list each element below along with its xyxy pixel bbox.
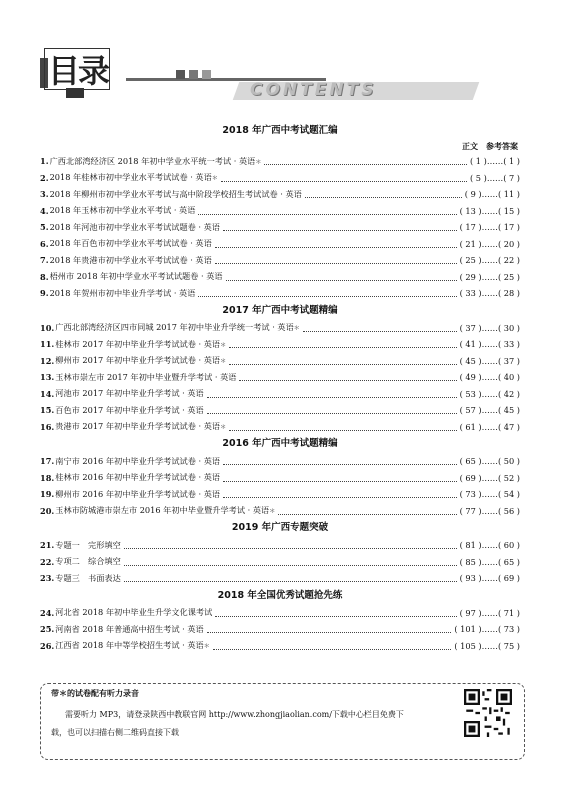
toc-entry[interactable] — [40, 236, 520, 253]
square-decoration — [176, 64, 215, 83]
dot-leader — [207, 390, 457, 398]
notice-line-1: 需要听力 MP3，请登录陕西中教联官网 http://www.zhongjiaolian.com/下载中心栏目免费下 — [65, 710, 404, 719]
entry-pages: ( 77 )……( 56 ) — [459, 505, 520, 516]
dot-leader — [215, 609, 456, 617]
audio-star-mark: ＊ — [255, 158, 262, 166]
dot-leader — [303, 324, 457, 332]
dot-leader — [229, 423, 456, 431]
entry-number: 12. — [40, 355, 55, 366]
dot-leader — [207, 406, 457, 414]
entry-title: 2018 年百色市初中学业水平考试试卷 · 英语 — [49, 238, 212, 249]
toc-entry[interactable] — [40, 570, 520, 587]
entry-title: 柳州市 2017 年初中毕业升学考试试卷 · 英语 — [55, 355, 221, 366]
notice-line-2: 载，也可以扫描右侧二维码直接下载 — [51, 728, 179, 737]
entry-number: 15. — [40, 405, 55, 416]
entry-pages: ( 9 )……( 11 ) — [464, 189, 520, 200]
entry-title: 广西北部湾经济区 2018 年初中学业水平统一考试 · 英语 — [49, 155, 256, 166]
entry-number: 23. — [40, 573, 55, 584]
audio-star-mark: ＊ — [211, 175, 218, 183]
dot-leader — [198, 207, 456, 215]
entry-number: 5. — [40, 222, 49, 233]
toc-entry[interactable] — [40, 203, 520, 220]
entry-title: 江西省 2018 年中等学校招生考试 · 英语 — [55, 640, 204, 651]
audio-star-mark: ＊ — [220, 341, 227, 349]
entry-number: 9. — [40, 288, 49, 299]
entry-pages: ( 1 )……( 1 ) — [470, 156, 520, 167]
entry-title: 玉林市崇左市 2017 年初中毕业暨升学考试 · 英语 — [55, 371, 237, 382]
entry-title: 贵港市 2017 年初中毕业升学考试试卷 · 英语 — [55, 421, 221, 432]
entry-title: 百色市 2017 年初中毕业升学考试 · 英语 — [55, 404, 204, 415]
section-title: 2019 年广西专题突破 — [231, 522, 329, 533]
toc-entry[interactable] — [40, 336, 520, 353]
entry-number: 4. — [40, 205, 49, 216]
entry-title: 桂林市 2016 年初中毕业升学考试试卷 · 英语 — [55, 472, 221, 483]
entry-number: 26. — [40, 640, 55, 651]
dot-leader — [215, 256, 457, 264]
entry-title: 2018 年桂林市初中学业水平考试试卷 · 英语 — [49, 172, 212, 183]
entry-number: 24. — [40, 607, 55, 618]
entry-pages: ( 21 )……( 20 ) — [459, 238, 520, 249]
entry-number: 22. — [40, 556, 55, 567]
dot-leader — [223, 223, 457, 231]
entry-pages: ( 41 )……( 33 ) — [459, 339, 520, 350]
qr-code-icon[interactable] — [464, 689, 512, 737]
entry-number: 7. — [40, 255, 49, 266]
entry-number: 21. — [40, 540, 55, 551]
toc-entry[interactable] — [40, 170, 520, 187]
entry-title: 2018 年贺州市初中毕业升学考试 · 英语 — [49, 287, 196, 298]
toc-entry[interactable] — [40, 605, 520, 622]
entry-title: 南宁市 2016 年初中毕业升学考试试卷 · 英语 — [55, 455, 221, 466]
entry-pages: ( 101 )……( 73 ) — [454, 624, 520, 635]
entry-pages: ( 5 )……( 7 ) — [470, 172, 520, 183]
entry-title: 河北省 2018 年初中毕业生升学文化课考试 — [55, 607, 213, 618]
toc-entry[interactable] — [40, 252, 520, 269]
dot-leader — [207, 625, 452, 633]
notice-body — [51, 706, 451, 742]
section-title: 2018 年广西中考试题汇编 — [222, 125, 338, 136]
entry-number: 1. — [40, 156, 49, 167]
entry-title: 2018 年贵港市初中学业水平考试试卷 · 英语 — [49, 254, 212, 265]
dot-leader — [213, 642, 452, 650]
entry-pages: ( 97 )……( 71 ) — [459, 607, 520, 618]
entry-title: 梧州市 2018 年初中学业水平考试试题卷 · 英语 — [49, 271, 223, 282]
mulu-logo — [40, 44, 112, 96]
entry-number: 3. — [40, 189, 49, 200]
entry-pages: ( 93 )……( 69 ) — [459, 573, 520, 584]
entry-number: 19. — [40, 489, 55, 500]
toc-entry[interactable] — [40, 153, 520, 170]
section-title: 2017 年广西中考试题精编 — [222, 304, 338, 316]
dot-leader — [215, 240, 457, 248]
entry-number: 14. — [40, 388, 55, 399]
toc-entry[interactable] — [40, 638, 520, 655]
column-header: 正文 参考答案 — [462, 142, 518, 151]
toc-entry[interactable] — [40, 269, 520, 286]
entry-pages: ( 53 )……( 42 ) — [459, 388, 520, 399]
dot-leader — [223, 474, 456, 482]
dot-leader — [305, 190, 462, 198]
entry-pages: ( 73 )……( 54 ) — [459, 489, 520, 500]
section-title: 2016 年广西中考试题精编 — [222, 438, 338, 449]
audio-star-mark: ＊ — [203, 643, 210, 651]
toc-entry[interactable] — [40, 320, 520, 337]
dot-leader — [226, 273, 457, 281]
entry-number: 25. — [40, 624, 55, 635]
toc-entry[interactable] — [40, 219, 520, 236]
entry-title: 2018 年玉林市初中学业水平考试 · 英语 — [49, 205, 196, 216]
toc-entry[interactable] — [40, 419, 520, 436]
entry-number: 17. — [40, 456, 55, 467]
toc-entry[interactable] — [40, 537, 520, 554]
entry-number: 8. — [40, 271, 49, 282]
dot-leader — [229, 357, 456, 365]
entry-pages: ( 49 )……( 40 ) — [459, 372, 520, 383]
entry-pages: ( 65 )……( 50 ) — [459, 456, 520, 467]
dot-leader — [124, 541, 457, 549]
entry-pages: ( 29 )……( 25 ) — [459, 271, 520, 282]
dot-leader — [221, 174, 467, 182]
entry-number: 2. — [40, 172, 49, 183]
contents-title: CONTENTS — [250, 80, 377, 100]
dot-leader — [278, 507, 456, 515]
entry-pages: ( 45 )……( 37 ) — [459, 355, 520, 366]
toc-entry[interactable] — [40, 470, 520, 487]
entry-number: 6. — [40, 238, 49, 249]
mulu-title: 目录 — [48, 52, 109, 90]
dot-leader — [198, 289, 456, 297]
toc-entry[interactable] — [40, 353, 520, 370]
entry-pages: ( 105 )……( 75 ) — [454, 640, 520, 651]
dot-leader — [239, 373, 456, 381]
toc-entry[interactable] — [40, 486, 520, 503]
toc-entry[interactable] — [40, 285, 520, 302]
entry-title: 桂林市 2017 年初中毕业升学考试试卷 · 英语 — [55, 338, 221, 349]
audio-star-mark: ＊ — [269, 508, 276, 516]
entry-title: 2018 年河池市初中学业水平考试试题卷 · 英语 — [49, 221, 220, 232]
audio-star-mark: ＊ — [293, 325, 300, 333]
dot-leader — [229, 340, 456, 348]
audio-notice-box — [40, 683, 525, 760]
toc-entry[interactable] — [40, 453, 520, 470]
dot-leader — [264, 157, 467, 165]
entry-pages: ( 57 )……( 45 ) — [459, 405, 520, 416]
entry-title: 广西北部湾经济区四市同城 2017 年初中毕业升学统一考试 · 英语 — [55, 322, 294, 333]
toc-entry[interactable] — [40, 186, 520, 203]
entry-number: 20. — [40, 505, 55, 516]
toc-entry[interactable] — [40, 402, 520, 419]
entry-pages: ( 81 )……( 60 ) — [459, 540, 520, 551]
toc-entry[interactable] — [40, 386, 520, 403]
audio-star-mark: ＊ — [220, 358, 227, 366]
entry-pages: ( 33 )……( 28 ) — [459, 288, 520, 299]
entry-title: 专题三 书面表达 — [55, 572, 121, 583]
entry-number: 16. — [40, 421, 55, 432]
toc-entry[interactable] — [40, 621, 520, 638]
entry-title: 2018 年柳州市初中学业水平考试与高中阶段学校招生考试试卷 · 英语 — [49, 188, 302, 199]
entry-number: 13. — [40, 372, 55, 383]
toc-entry[interactable] — [40, 503, 520, 520]
audio-star-mark: ＊ — [220, 424, 227, 432]
dot-leader — [223, 490, 456, 498]
entry-pages: ( 61 )……( 47 ) — [459, 421, 520, 432]
dot-leader — [223, 457, 456, 465]
toc-entry[interactable] — [40, 554, 520, 571]
entry-title: 专题一 完形填空 — [55, 539, 121, 550]
entry-title: 河南省 2018 年普通高中招生考试 · 英语 — [55, 623, 204, 634]
table-of-contents — [40, 122, 520, 654]
entry-number: 11. — [40, 339, 55, 350]
toc-header — [40, 44, 530, 104]
entry-title: 河池市 2017 年初中毕业升学考试 · 英语 — [55, 388, 204, 399]
notice-heading: 带＊的试卷配有听力录音 — [51, 688, 139, 698]
entry-pages: ( 85 )……( 65 ) — [459, 556, 520, 567]
entry-pages: ( 25 )……( 22 ) — [459, 255, 520, 266]
entry-number: 10. — [40, 322, 55, 333]
entry-title: 玉林市防城港市崇左市 2016 年初中毕业暨升学考试 · 英语 — [55, 505, 270, 516]
entry-pages: ( 37 )……( 30 ) — [459, 322, 520, 333]
dot-leader — [124, 574, 457, 582]
entry-pages: ( 17 )……( 17 ) — [459, 222, 520, 233]
dot-leader — [124, 558, 457, 566]
toc-entry[interactable] — [40, 369, 520, 386]
entry-number: 18. — [40, 472, 55, 483]
entry-title: 专项二 综合填空 — [55, 556, 121, 567]
entry-title: 柳州市 2016 年初中毕业升学考试试卷 · 英语 — [55, 488, 221, 499]
section-title: 2018 年全国优秀试题抢先练 — [217, 589, 343, 601]
entry-pages: ( 13 )……( 15 ) — [459, 205, 520, 216]
entry-pages: ( 69 )……( 52 ) — [459, 472, 520, 483]
